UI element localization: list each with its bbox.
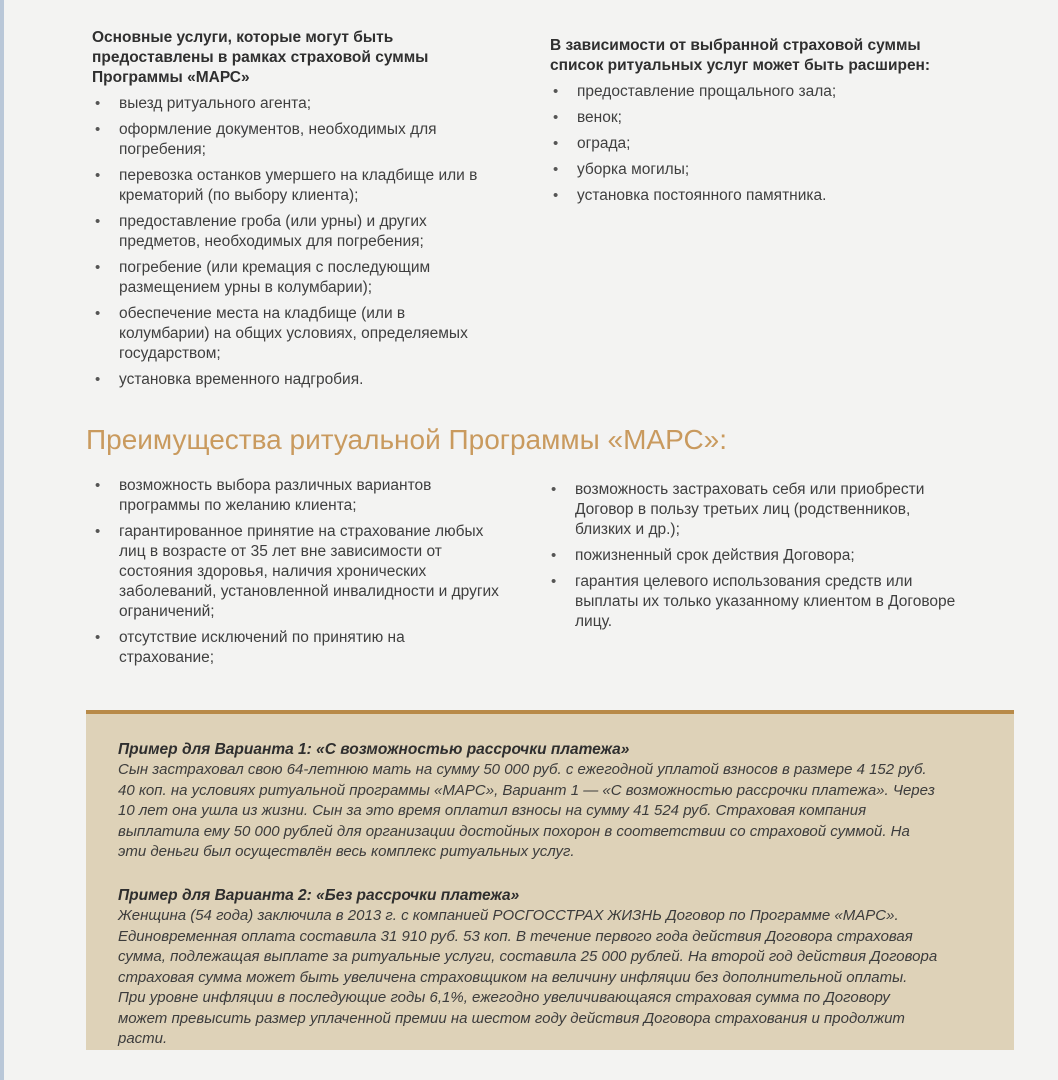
bullet-icon: • — [95, 523, 101, 540]
list-item — [550, 82, 970, 102]
list-item-text: уборка могилы; — [577, 161, 690, 178]
bullet-icon: • — [551, 547, 557, 564]
advantages-left-list — [92, 476, 502, 668]
list-item — [550, 186, 970, 206]
list-item-text: погребение (или кремация с последующим размещением урны в колумбарии); — [119, 259, 431, 296]
list-item-text: установка постоянного памятника. — [577, 187, 827, 204]
list-item-text: установка временного надгробия. — [119, 371, 364, 388]
list-item-text: предоставление гроба (или урны) и других предметов, необходимых для погребения; — [119, 213, 427, 250]
advantages-right-column — [548, 474, 968, 632]
example-variant-2 — [118, 886, 938, 1050]
bullet-icon: • — [553, 135, 559, 152]
list-item-text: предоставление прощального зала; — [577, 83, 837, 100]
list-item-text: возможность застраховать себя или приобрести Договор в пользу третьих лиц (родственников, близких и др.); — [575, 481, 925, 538]
example-title: Пример для Варианта 1: «С возможностью рассрочки платежа» — [118, 741, 630, 758]
list-item-text: возможность выбора различных вариантов программы по желанию клиента; — [119, 477, 432, 514]
right-services-heading: В зависимости от выбранной страховой суммы список ритуальных услуг может быть расширен: — [550, 37, 931, 74]
list-item — [548, 546, 968, 566]
list-item — [548, 572, 968, 632]
bullet-icon: • — [95, 629, 101, 646]
list-item — [92, 628, 502, 668]
list-item — [92, 212, 492, 252]
right-services-list — [550, 82, 970, 206]
advantages-right-list — [548, 480, 968, 632]
left-services-heading: Основные услуги, которые могут быть предоставлены в рамках страховой суммы Программы «МАРС» — [92, 29, 429, 86]
right-services-column — [550, 36, 970, 206]
list-item — [92, 120, 492, 160]
list-item — [550, 108, 970, 128]
list-item — [548, 480, 968, 540]
list-item-text: перевозка останков умершего на кладбище или в крематорий (по выбору клиента); — [119, 167, 478, 204]
list-item-text: обеспечение места на кладбище (или в колумбарии) на общих условиях, определяемых государством; — [119, 305, 468, 362]
bullet-icon: • — [553, 83, 559, 100]
list-item-text: оформление документов, необходимых для погребения; — [119, 121, 437, 158]
bullet-icon: • — [95, 305, 101, 322]
bullet-icon: • — [551, 481, 557, 498]
list-item-text: отсутствие исключений по принятию на страхование; — [119, 629, 405, 666]
bullet-icon: • — [95, 95, 101, 112]
list-item-text: гарантия целевого использования средств или выплаты их только указанному клиентом в Договоре лицу. — [575, 573, 956, 630]
example-body: Сын застраховал свою 64-летнюю мать на сумму 50 000 руб. с ежегодной уплатой взносов в размере 4 152 руб. 40 коп. на условиях ритуальной программы «МАРС», Вариант 1 — «С возможностью рассрочки платежа». Через 10 лет она ушла из жизни. Сын за это время оплатил взносы на сумму 41 524 руб. Страховая компания выплатила ему 50 000 рублей для организации достойных похорон в соответствии со страховой суммой. На эти деньги был осуществлён весь комплекс ритуальных услуг. — [118, 761, 935, 860]
list-item-text: пожизненный срок действия Договора; — [575, 547, 855, 564]
bullet-icon: • — [95, 477, 101, 494]
example-title: Пример для Варианта 2: «Без рассрочки платежа» — [118, 887, 520, 904]
list-item — [92, 94, 492, 114]
list-item — [550, 160, 970, 180]
example-variant-1 — [118, 740, 938, 863]
advantages-title: Преимущества ритуальной Программы «МАРС»: — [86, 424, 728, 455]
bullet-icon: • — [553, 187, 559, 204]
bullet-icon: • — [95, 167, 101, 184]
bullet-icon: • — [95, 371, 101, 388]
list-item-text: выезд ритуального агента; — [119, 95, 312, 112]
list-item-text: венок; — [577, 109, 622, 126]
advantages-left-column — [92, 470, 502, 668]
list-item-text: гарантированное принятие на страхование любых лиц в возрасте от 35 лет вне зависимости от состояния здоровья, наличия хронических заболеваний, установленной инвалидности и других ограничений; — [119, 523, 499, 620]
example-body: Женщина (54 года) заключила в 2013 г. с компанией РОСГОССТРАХ ЖИЗНЬ Договор по Программе «МАРС». Единовременная оплата составила 31 910 руб. 53 коп. В течение первого года действия Договора страховая сумма, подлежащая выплате за ритуальные услуги, составила 25 000 рублей. На второй год действия Договора страховая сумма может быть увеличена страховщиком на величину инфляции без дополнительной оплаты. При уровне инфляции в последующие годы 6,1%, ежегодно увеличивающаяся страховая сумма по Договору может превысить размер уплаченной премии на шестом году действия Договора страхования и продолжит расти. — [118, 907, 938, 1047]
scan-edge-decoration — [0, 0, 4, 1080]
list-item — [550, 134, 970, 154]
bullet-icon: • — [95, 259, 101, 276]
bullet-icon: • — [553, 109, 559, 126]
list-item-text: ограда; — [577, 135, 631, 152]
bullet-icon: • — [553, 161, 559, 178]
list-item — [92, 370, 492, 390]
list-item — [92, 304, 492, 364]
list-item — [92, 522, 502, 622]
left-services-column — [92, 28, 492, 390]
left-services-list — [92, 94, 492, 390]
list-item — [92, 476, 502, 516]
examples-box — [86, 710, 1014, 1050]
list-item — [92, 166, 492, 206]
bullet-icon: • — [551, 573, 557, 590]
bullet-icon: • — [95, 213, 101, 230]
list-item — [92, 258, 492, 298]
bullet-icon: • — [95, 121, 101, 138]
